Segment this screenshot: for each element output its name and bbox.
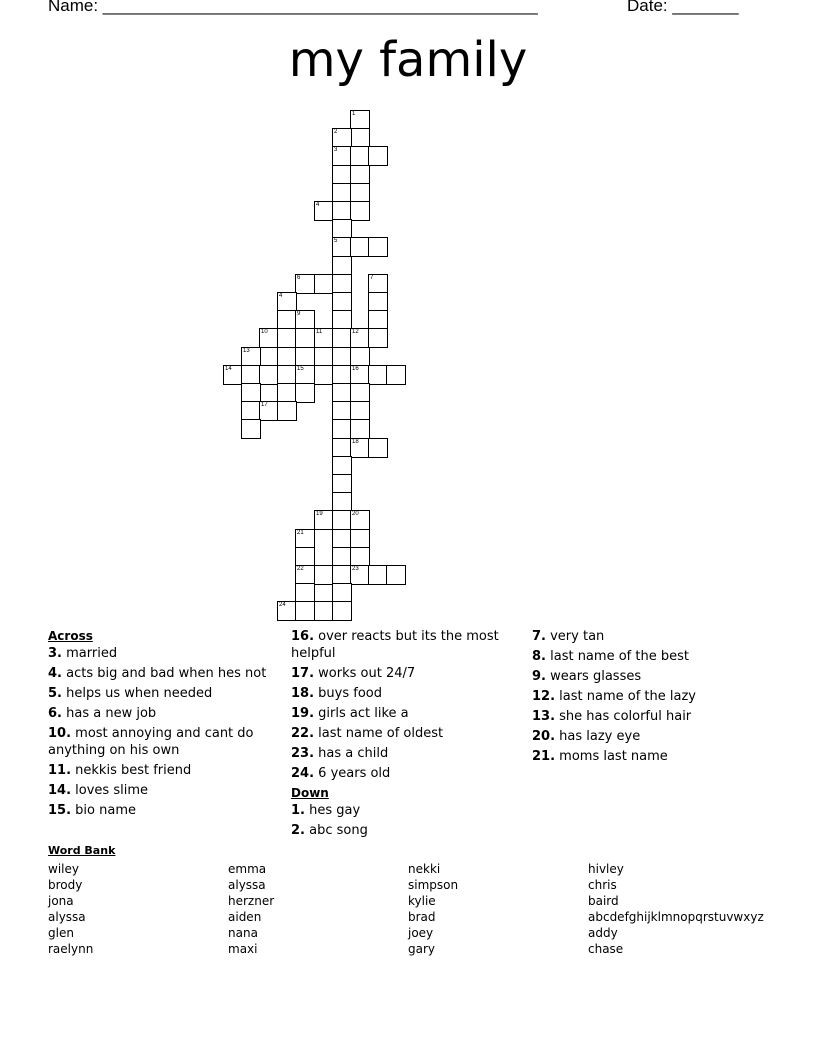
- clue-number: 5.: [48, 686, 62, 701]
- cell-number: 22: [297, 566, 304, 572]
- clue: [48, 665, 273, 682]
- clue: [291, 705, 516, 722]
- grid-cell[interactable]: [332, 565, 352, 585]
- cell-number: 1: [352, 111, 356, 117]
- clue: [532, 728, 762, 745]
- clue-number: 24.: [291, 766, 315, 781]
- grid-cell[interactable]: [277, 383, 297, 403]
- grid-cell[interactable]: [350, 401, 370, 421]
- grid-cell[interactable]: [350, 237, 370, 257]
- grid-cell[interactable]: [314, 328, 334, 348]
- clue-text: buys food: [314, 686, 382, 701]
- clue: [48, 762, 273, 779]
- word-bank-word: alyssa: [228, 878, 266, 892]
- grid-cell[interactable]: [314, 565, 334, 585]
- clue: [291, 822, 516, 839]
- clue-number: 19.: [291, 706, 315, 721]
- clue-number: 20.: [532, 729, 556, 744]
- grid-cell[interactable]: [332, 201, 352, 221]
- clue: [291, 628, 516, 662]
- clue-text: most annoying and cant do anything on his own: [48, 726, 254, 758]
- cell-number: 10: [261, 329, 268, 335]
- clue-text: over reacts but its the most helpful: [291, 629, 499, 661]
- grid-cell[interactable]: [295, 274, 315, 294]
- grid-cell[interactable]: [332, 492, 352, 512]
- grid-cell[interactable]: [332, 165, 352, 185]
- cell-number: 18: [352, 439, 359, 445]
- cell-number: 5: [334, 238, 338, 244]
- clue-text: bio name: [71, 803, 136, 818]
- clue-number: 23.: [291, 746, 315, 761]
- grid-cell[interactable]: [368, 146, 388, 166]
- grid-cell[interactable]: [350, 165, 370, 185]
- clue-number: 7.: [532, 629, 546, 644]
- grid-cell[interactable]: [350, 201, 370, 221]
- grid-cell[interactable]: [314, 510, 334, 530]
- grid-cell[interactable]: [368, 310, 388, 330]
- grid-cell[interactable]: [368, 438, 388, 458]
- grid-cell[interactable]: [259, 365, 279, 385]
- clue-number: 8.: [532, 649, 546, 664]
- clue-text: last name of oldest: [314, 726, 444, 741]
- word-bank-word: maxi: [228, 942, 258, 956]
- clue-text: very tan: [545, 629, 605, 644]
- grid-cell[interactable]: [295, 347, 315, 367]
- cell-number: 14: [225, 366, 232, 372]
- grid-cell[interactable]: [277, 365, 297, 385]
- grid-cell[interactable]: [332, 256, 352, 276]
- word-bank-word: joey: [408, 926, 434, 940]
- word-bank-word: baird: [588, 894, 619, 908]
- grid-cell[interactable]: [241, 347, 261, 367]
- clues-column-2: [291, 628, 516, 842]
- cell-number: 16: [352, 366, 359, 372]
- clue-text: abc song: [304, 823, 368, 838]
- grid-cell[interactable]: [241, 401, 261, 421]
- clue-number: 13.: [532, 709, 556, 724]
- clue-number: 17.: [291, 666, 315, 681]
- grid-cell[interactable]: [332, 292, 352, 312]
- grid-cell[interactable]: [332, 547, 352, 567]
- word-bank-word: emma: [228, 862, 267, 876]
- grid-cell[interactable]: [332, 328, 352, 348]
- cell-number: 13: [243, 348, 250, 354]
- down-clues-list: [291, 802, 516, 839]
- clue: [532, 628, 762, 645]
- clue-number: 11.: [48, 763, 72, 778]
- clue-text: has a child: [314, 746, 389, 761]
- grid-cell[interactable]: [277, 347, 297, 367]
- clue-text: has a new job: [61, 706, 157, 721]
- grid-cell[interactable]: [295, 529, 315, 549]
- grid-cell[interactable]: [295, 547, 315, 567]
- clue-number: 16.: [291, 629, 315, 644]
- down-clues-list-continued: [532, 628, 762, 765]
- grid-cell[interactable]: [295, 310, 315, 330]
- cell-number: 21: [297, 530, 304, 536]
- clue-text: 6 years old: [314, 766, 391, 781]
- clue: [48, 725, 273, 759]
- cell-number: 2: [334, 129, 338, 135]
- word-bank-word: aiden: [228, 910, 262, 924]
- grid-cell[interactable]: [368, 292, 388, 312]
- cell-number: 20: [352, 511, 359, 517]
- clue-number: 9.: [532, 669, 546, 684]
- grid-cell[interactable]: [314, 365, 334, 385]
- word-bank-column: [228, 861, 274, 957]
- grid-cell[interactable]: [332, 383, 352, 403]
- grid-cell[interactable]: [368, 365, 388, 385]
- clue: [291, 665, 516, 682]
- grid-cell[interactable]: [295, 383, 315, 403]
- grid-cell[interactable]: [241, 419, 261, 439]
- word-bank-word: nekki: [408, 862, 441, 876]
- clue-text: loves slime: [71, 783, 148, 798]
- cell-number: 11: [316, 329, 323, 335]
- clue: [532, 688, 762, 705]
- grid-cell[interactable]: [332, 401, 352, 421]
- grid-cell[interactable]: [332, 510, 352, 530]
- grid-cell[interactable]: [332, 274, 352, 294]
- word-bank-word: brody: [48, 878, 83, 892]
- clue-text: married: [61, 646, 118, 661]
- grid-cell[interactable]: [332, 310, 352, 330]
- grid-cell[interactable]: [350, 110, 370, 130]
- clue: [291, 765, 516, 782]
- grid-cell[interactable]: [350, 419, 370, 439]
- grid-cell[interactable]: [350, 529, 370, 549]
- grid-cell[interactable]: [332, 438, 352, 458]
- word-bank-word: nana: [228, 926, 258, 940]
- cell-number: 15: [297, 366, 304, 372]
- clue-text: works out 24/7: [314, 666, 416, 681]
- word-bank-word: kylie: [408, 894, 436, 908]
- grid-cell[interactable]: [277, 292, 297, 312]
- clue-number: 4.: [48, 666, 62, 681]
- clue: [532, 668, 762, 685]
- clue: [48, 782, 273, 799]
- clue-text: has lazy eye: [555, 729, 641, 744]
- word-bank-column: [588, 861, 764, 957]
- clue: [48, 802, 273, 819]
- grid-cell[interactable]: [332, 237, 352, 257]
- word-bank-heading: Word Bank: [48, 844, 116, 857]
- page-title: my family: [288, 32, 528, 88]
- clue-number: 3.: [48, 646, 62, 661]
- clue-text: last name of the best: [545, 649, 689, 664]
- grid-cell[interactable]: [332, 146, 352, 166]
- grid-cell[interactable]: [332, 183, 352, 203]
- grid-cell[interactable]: [386, 365, 406, 385]
- clue-text: moms last name: [555, 749, 668, 764]
- grid-cell[interactable]: [332, 365, 352, 385]
- down-heading: Down: [291, 786, 329, 800]
- clue-text: acts big and bad when hes not: [61, 666, 267, 681]
- cell-number: 12: [352, 329, 359, 335]
- grid-cell[interactable]: [332, 219, 352, 239]
- clue-number: 15.: [48, 803, 72, 818]
- cell-number: 19: [316, 511, 323, 517]
- clue: [532, 708, 762, 725]
- grid-cell[interactable]: [350, 438, 370, 458]
- clue-number: 1.: [291, 803, 305, 818]
- word-bank-word: simpson: [408, 878, 459, 892]
- grid-cell[interactable]: [295, 601, 315, 621]
- grid-cell[interactable]: [314, 274, 334, 294]
- grid-cell[interactable]: [241, 383, 261, 403]
- clue-text: girls act like a: [314, 706, 409, 721]
- date-field[interactable]: Date: _______: [627, 0, 739, 15]
- clue-number: 2.: [291, 823, 305, 838]
- word-bank-word: hivley: [588, 862, 624, 876]
- cell-number: 4: [279, 293, 283, 299]
- grid-cell[interactable]: [332, 456, 352, 476]
- grid-cell[interactable]: [295, 365, 315, 385]
- cell-number: 9: [297, 311, 301, 317]
- grid-cell[interactable]: [259, 328, 279, 348]
- clue: [48, 645, 273, 662]
- clue: [532, 748, 762, 765]
- clue: [291, 685, 516, 702]
- grid-cell[interactable]: [350, 183, 370, 203]
- grid-cell[interactable]: [332, 347, 352, 367]
- word-bank-word: alyssa: [48, 910, 86, 924]
- cell-number: 4: [316, 202, 320, 208]
- clue-number: 6.: [48, 706, 62, 721]
- cell-number: 17: [261, 402, 268, 408]
- clue-number: 12.: [532, 689, 556, 704]
- grid-cell[interactable]: [350, 365, 370, 385]
- cell-number: 3: [334, 147, 338, 153]
- clue: [291, 725, 516, 742]
- clue: [291, 745, 516, 762]
- word-bank-column: [408, 861, 458, 957]
- grid-cell[interactable]: [295, 565, 315, 585]
- clue-number: 21.: [532, 749, 556, 764]
- across-clues-list-continued: [291, 628, 516, 782]
- cell-number: 24: [279, 602, 286, 608]
- grid-cell[interactable]: [314, 201, 334, 221]
- grid-cell[interactable]: [277, 328, 297, 348]
- word-bank-word: abcdefghijklmnopqrstuvwxyz: [588, 910, 764, 924]
- grid-cell[interactable]: [332, 583, 352, 603]
- grid-cell[interactable]: [295, 328, 315, 348]
- grid-cell[interactable]: [332, 419, 352, 439]
- clue-number: 14.: [48, 783, 72, 798]
- grid-cell[interactable]: [350, 547, 370, 567]
- grid-cell[interactable]: [259, 401, 279, 421]
- word-bank-word: wiley: [48, 862, 79, 876]
- clue-text: she has colorful hair: [555, 709, 692, 724]
- grid-cell[interactable]: [350, 347, 370, 367]
- grid-cell[interactable]: [332, 474, 352, 494]
- grid-cell[interactable]: [368, 237, 388, 257]
- grid-cell[interactable]: [314, 601, 334, 621]
- grid-cell[interactable]: [332, 601, 352, 621]
- grid-cell[interactable]: [277, 601, 297, 621]
- clue-number: 22.: [291, 726, 315, 741]
- word-bank-word: gary: [408, 942, 436, 956]
- grid-cell[interactable]: [368, 274, 388, 294]
- across-clues-list: [48, 645, 273, 819]
- grid-cell[interactable]: [332, 529, 352, 549]
- word-bank-word: chris: [588, 878, 617, 892]
- grid-cell[interactable]: [332, 128, 352, 148]
- clue: [48, 685, 273, 702]
- word-bank-word: raelynn: [48, 942, 94, 956]
- clue-text: last name of the lazy: [555, 689, 696, 704]
- word-bank-word: jona: [48, 894, 74, 908]
- word-bank-column: [48, 861, 93, 957]
- cell-number: 23: [352, 566, 359, 572]
- grid-cell[interactable]: [350, 510, 370, 530]
- word-bank-word: glen: [48, 926, 74, 940]
- cell-number: 6: [297, 275, 301, 281]
- cell-number: 7: [370, 275, 374, 281]
- clue-text: hes gay: [304, 803, 361, 818]
- clue-number: 10.: [48, 726, 72, 741]
- clue: [532, 648, 762, 665]
- grid-cell[interactable]: [350, 128, 370, 148]
- clue-text: nekkis best friend: [71, 763, 192, 778]
- clue: [291, 802, 516, 819]
- clue-text: wears glasses: [545, 669, 642, 684]
- word-bank-word: brad: [408, 910, 436, 924]
- grid-cell[interactable]: [350, 383, 370, 403]
- name-field[interactable]: Name: ______________________________________________: [48, 0, 538, 15]
- word-bank-word: herzner: [228, 894, 275, 908]
- grid-cell[interactable]: [350, 328, 370, 348]
- grid-cell[interactable]: [350, 146, 370, 166]
- grid-cell[interactable]: [241, 365, 261, 385]
- clues-column-3: [532, 628, 762, 768]
- grid-cell[interactable]: [295, 583, 315, 603]
- clues-column-1: [48, 628, 273, 822]
- grid-cell[interactable]: [277, 310, 297, 330]
- grid-cell[interactable]: [386, 565, 406, 585]
- across-heading: Across: [48, 629, 93, 643]
- grid-cell[interactable]: [277, 401, 297, 421]
- clue-text: helps us when needed: [61, 686, 213, 701]
- grid-cell[interactable]: [350, 565, 370, 585]
- word-bank-word: addy: [588, 926, 618, 940]
- grid-cell[interactable]: [368, 565, 388, 585]
- clue: [48, 705, 273, 722]
- word-bank-word: chase: [588, 942, 624, 956]
- grid-cell[interactable]: [368, 328, 388, 348]
- clue-number: 18.: [291, 686, 315, 701]
- grid-cell[interactable]: [223, 365, 243, 385]
